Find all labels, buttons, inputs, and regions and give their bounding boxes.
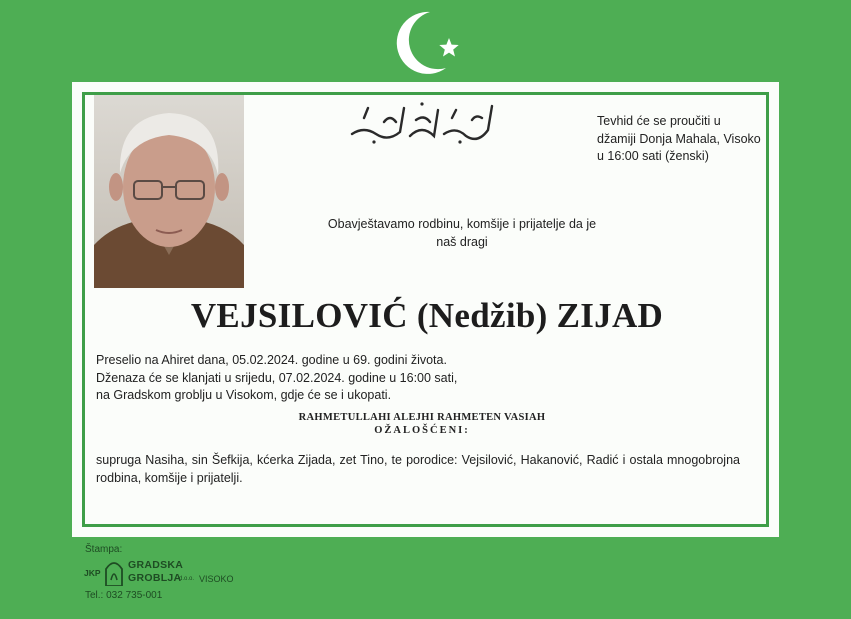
- tevhid-line-2: džamiji Donja Mahala, Visoko: [597, 131, 761, 146]
- print-label: Štampa:: [85, 544, 123, 555]
- tevhid-line-1: Tevhid će se proučiti u: [597, 114, 721, 128]
- deceased-name: VEJSILOVIĆ (Nedžib) ZIJAD: [190, 296, 664, 335]
- company-logo: [84, 557, 244, 589]
- arabic-calligraphy: [344, 96, 504, 146]
- funeral-details: [96, 352, 516, 405]
- details-line-3: na Gradskom groblju u Visokom, gdje će se i ukopati.: [96, 388, 392, 402]
- announcement: [292, 216, 632, 251]
- obituary-notice: [72, 82, 779, 537]
- logo-suffix: d.o.o.: [179, 576, 195, 582]
- announcement-line-2: naš dragi: [436, 234, 488, 249]
- logo-jkp: JKP: [84, 568, 101, 578]
- details-line-1: Preselio na Ahiret dana, 05.02.2024. godine u 69. godini života.: [96, 353, 447, 367]
- cemetery-emblem-icon: [104, 559, 124, 586]
- tevhid-line-3: u 16:00 sati (ženski): [597, 149, 709, 163]
- logo-line-2: GROBLJA: [128, 572, 182, 584]
- prayer-line: RAHMETULLAHI ALEJHI RAHMETEN VASIAH: [298, 412, 546, 423]
- mourners-list: supruga Nasiha, sin Šefkija, kćerka Zijada, zet Tino, te porodice: Vejsilović, Hakanović, Radić i ostala mnogobrojna rodbina, komšije i prijatelji.: [96, 453, 740, 485]
- deceased-photo: [94, 95, 244, 288]
- details-line-2: Dženaza će se klanjati u srijedu, 07.02.2024. godine u 16:00 sati,: [96, 370, 458, 385]
- mourners-title: OŽALOŠĆENI:: [374, 425, 470, 436]
- crescent-star-icon: [392, 8, 462, 74]
- announcement-line-1: Obavještavamo rodbinu, komšije i prijatelje da je: [327, 217, 597, 231]
- phone-number: Tel.: 032 735-001: [85, 590, 163, 601]
- logo-line-1: GRADSKA: [128, 559, 184, 571]
- logo-city: VISOKO: [199, 574, 234, 584]
- tevhid-info: [597, 113, 772, 166]
